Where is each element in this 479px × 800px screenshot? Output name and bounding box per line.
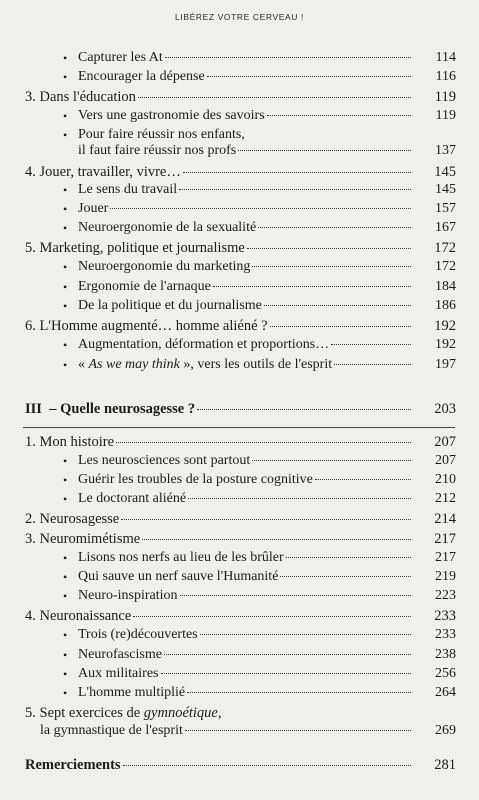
toc-entry: [0, 296, 479, 316]
bullet-icon: •: [63, 279, 68, 294]
toc-entry: [0, 48, 479, 68]
entry-title: Ergonomie de l'arnaque: [78, 278, 211, 294]
dot-leader: [252, 266, 411, 267]
toc-entry: [0, 470, 479, 490]
page-number: 207: [435, 453, 456, 468]
page-number: 192: [434, 317, 456, 334]
dot-leader: [200, 634, 411, 635]
toc-chapter: [0, 432, 479, 452]
toc-entry: [0, 199, 479, 219]
page-number: 172: [434, 239, 456, 256]
page-number: 217: [434, 531, 456, 548]
entry-title: 3. Dans l'éducation: [25, 89, 136, 106]
dot-leader: [258, 227, 411, 228]
toc-entry: [0, 106, 479, 126]
dot-leader: [116, 442, 411, 443]
page-number: 145: [435, 182, 456, 198]
toc-entry: [0, 683, 479, 703]
dot-leader: [123, 765, 411, 766]
page-number: 207: [434, 434, 456, 450]
toc-entry: [0, 489, 479, 509]
toc-entry: [0, 67, 479, 87]
dot-leader: [331, 344, 411, 345]
entry-title: 4. Neuronaissance: [25, 608, 132, 625]
entry-title: 4. Jouer, travailler, vivre…: [25, 164, 181, 181]
page-number: 281: [434, 757, 456, 773]
dot-leader: [133, 616, 411, 617]
entry-title: Jouer: [78, 200, 109, 216]
entry-title-line2: la gymnastique de l'esprit: [40, 722, 183, 738]
toc-entry: [0, 625, 479, 645]
toc-chapter: [0, 606, 479, 626]
entry-title: Aux militaires: [78, 665, 159, 681]
page-number: 172: [435, 258, 456, 274]
entry-title: Trois (re)découvertes: [78, 627, 198, 643]
bullet-icon: •: [63, 357, 68, 372]
entry-title: L'homme multiplié: [78, 684, 186, 700]
dot-leader: [280, 576, 411, 577]
dot-leader: [188, 498, 411, 499]
dot-leader: [264, 305, 411, 306]
toc-entry: [0, 586, 479, 606]
page-number: 264: [435, 684, 456, 700]
entry-title: Les neurosciences sont partout: [78, 453, 251, 468]
entry-title: 5. Marketing, politique et journalisme: [25, 239, 245, 256]
entry-title: Capturer les At: [78, 50, 163, 65]
bullet-icon: •: [63, 492, 68, 507]
entry-title: 3. Neuromimétisme: [25, 531, 141, 548]
toc-entry: [0, 218, 479, 238]
dot-leader: [238, 150, 411, 151]
running-head: LIBÉREZ VOTRE CERVEAU !: [175, 12, 304, 22]
dot-leader: [267, 115, 411, 116]
dot-leader: [197, 409, 411, 410]
entry-title: Guérir les troubles de la posture cognitive: [78, 472, 313, 488]
dot-leader: [164, 654, 411, 655]
bullet-icon: •: [63, 51, 68, 65]
dot-leader: [183, 172, 411, 173]
dot-leader: [247, 248, 411, 249]
entry-title-line2: il faut faire réussir nos profs: [78, 143, 237, 159]
page-number: 214: [434, 511, 456, 528]
page-number: 269: [435, 722, 456, 738]
dot-leader: [334, 364, 411, 365]
toc-chapter: [0, 316, 479, 336]
entry-title: Neuroergonomie du marketing: [78, 258, 251, 274]
entry-title: Encourager la dépense: [78, 69, 205, 85]
page-number: 203: [434, 400, 456, 417]
toc-chapter: [0, 529, 479, 549]
entry-title: « As we may think », vers les outils de l'esprit: [78, 356, 333, 372]
toc-chapter: [0, 703, 479, 723]
dot-leader: [110, 208, 411, 209]
toc-entry: [0, 355, 479, 375]
bullet-icon: •: [63, 473, 68, 488]
bullet-icon: •: [63, 551, 68, 566]
entry-title: 6. L'Homme augmenté… homme aliéné ?: [25, 317, 268, 334]
dot-leader: [138, 97, 411, 98]
bullet-icon: •: [63, 201, 68, 216]
toc-entry: [0, 335, 479, 355]
toc-chapter: [0, 238, 479, 258]
toc-acknowledgements: [0, 755, 479, 775]
entry-title: Le sens du travail: [78, 182, 178, 198]
page-number: 186: [435, 297, 456, 313]
page-number: 217: [435, 550, 456, 566]
page-number: 212: [435, 491, 456, 507]
bullet-icon: •: [63, 259, 68, 274]
toc-entry: [0, 567, 479, 587]
toc-entry: [0, 645, 479, 665]
entry-title: De la politique et du journalisme: [78, 297, 262, 313]
page-number: 167: [435, 219, 456, 235]
entry-title: Lisons nos nerfs au lieu de les brûler: [78, 550, 284, 566]
bullet-icon: •: [63, 298, 68, 313]
bullet-icon: •: [63, 666, 68, 681]
toc-part: [0, 399, 479, 419]
bullet-icon: •: [63, 570, 68, 585]
dot-leader: [286, 557, 411, 558]
dot-leader: [121, 519, 411, 520]
bullet-icon: •: [63, 647, 68, 662]
page-number: 219: [435, 569, 456, 585]
dot-leader: [315, 479, 411, 480]
bullet-icon: •: [63, 337, 68, 352]
bullet-icon: •: [63, 109, 68, 124]
bullet-icon: •: [63, 589, 68, 604]
entry-title: Remerciements: [25, 757, 121, 773]
bullet-icon: •: [63, 183, 68, 198]
toc-chapter-continuation: [0, 721, 479, 741]
page-number: 192: [435, 336, 456, 352]
page-number: 119: [434, 89, 456, 106]
entry-title: Qui sauve un nerf sauve l'Humanité: [78, 569, 279, 585]
dot-leader: [213, 286, 411, 287]
page-number: 256: [435, 665, 456, 681]
dot-leader: [180, 595, 411, 596]
bullet-icon: •: [63, 454, 68, 468]
dot-leader: [179, 189, 411, 190]
page-number: 233: [434, 608, 456, 625]
toc-entry: [0, 664, 479, 684]
section-divider: [23, 427, 455, 428]
entry-title: 2. Neurosagesse: [25, 511, 120, 528]
dot-leader: [187, 692, 411, 693]
page-number: 145: [434, 164, 456, 181]
page-number: 223: [435, 588, 456, 604]
bullet-icon: •: [63, 628, 68, 643]
entry-title: 5. Sept exercices de gymnoétique,: [25, 704, 222, 721]
toc-chapter: [0, 162, 479, 182]
page-number: 157: [435, 200, 456, 216]
entry-title: Augmentation, déformation et proportions…: [78, 336, 330, 352]
dot-leader: [161, 673, 412, 674]
toc-entry: [0, 180, 479, 200]
page-number: 233: [435, 627, 456, 643]
page-number: 116: [435, 69, 456, 85]
toc-chapter: [0, 87, 479, 107]
dot-leader: [142, 539, 411, 540]
page-number: 197: [435, 356, 456, 372]
dot-leader: [165, 57, 411, 58]
dot-leader: [207, 76, 411, 77]
bullet-icon: •: [63, 220, 68, 235]
entry-title: Neuro-inspiration: [78, 588, 178, 604]
entry-title: III – Quelle neurosagesse ?: [25, 400, 196, 417]
entry-title: Neuroergonomie de la sexualité: [78, 219, 257, 235]
bullet-icon: •: [63, 70, 68, 85]
toc-chapter: [0, 509, 479, 529]
dot-leader: [270, 326, 411, 327]
page-number: 238: [435, 646, 456, 662]
dot-leader: [252, 460, 411, 461]
toc-entry: [0, 257, 479, 277]
entry-title: Pour faire réussir nos enfants,: [78, 127, 245, 143]
toc-entry: [0, 548, 479, 568]
bullet-icon: •: [63, 685, 68, 700]
page-number: 137: [435, 143, 456, 159]
dot-leader: [185, 730, 411, 731]
entry-title: Le doctorant aliéné: [78, 491, 187, 507]
bullet-icon: •: [63, 128, 68, 143]
page-number: 119: [435, 108, 456, 124]
page-number: 210: [435, 472, 456, 488]
toc-entry: [0, 277, 479, 297]
page-number: 114: [435, 50, 456, 65]
page-number: 184: [435, 278, 456, 294]
entry-title: Neurofascisme: [78, 646, 162, 662]
toc-entry: [0, 451, 479, 471]
toc-entry-continuation: [0, 141, 479, 161]
entry-title: Vers une gastronomie des savoirs: [78, 108, 265, 124]
entry-title: 1. Mon histoire: [25, 434, 115, 450]
